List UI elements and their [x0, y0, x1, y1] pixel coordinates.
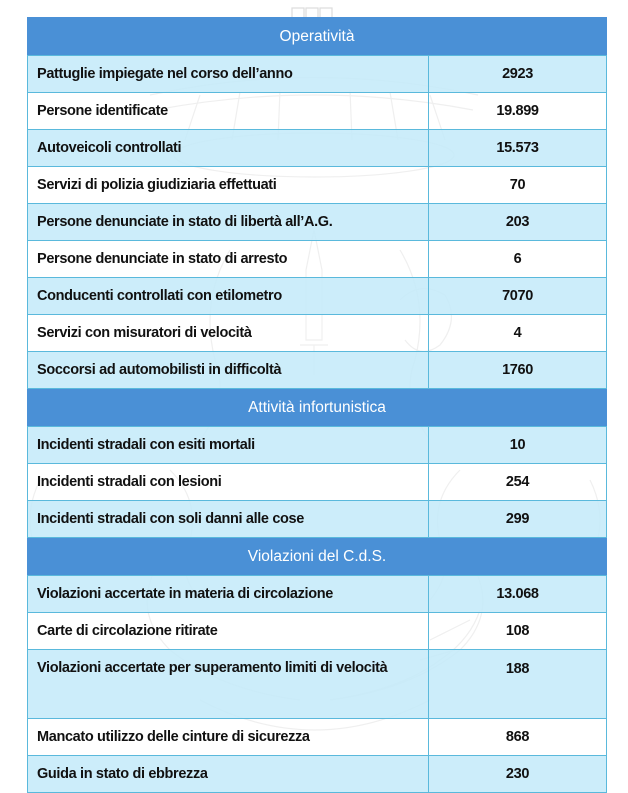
row-value: 254 — [429, 464, 607, 501]
row-label: Violazioni accertate per superamento limiti di velocità — [28, 650, 429, 719]
row-value: 230 — [429, 756, 607, 793]
statistics-table — [27, 17, 607, 793]
row-value: 10 — [429, 427, 607, 464]
row-label: Persone denunciate in stato di arresto — [28, 241, 429, 278]
row-value: 1760 — [429, 352, 607, 389]
row-label: Incidenti stradali con soli danni alle cose — [28, 501, 429, 538]
row-value: 299 — [429, 501, 607, 538]
row-label: Autoveicoli controllati — [28, 130, 429, 167]
section-header-operativita — [28, 18, 607, 56]
table-row — [28, 241, 607, 278]
row-label: Carte di circolazione ritirate — [28, 613, 429, 650]
table-row — [28, 278, 607, 315]
table-row — [28, 464, 607, 501]
row-label: Persone denunciate in stato di libertà all’A.G. — [28, 204, 429, 241]
row-value: 188 — [429, 650, 607, 719]
row-value: 7070 — [429, 278, 607, 315]
table-row — [28, 719, 607, 756]
table-row — [28, 650, 607, 719]
row-label: Guida in stato di ebbrezza — [28, 756, 429, 793]
section-title: Attività infortunistica — [28, 389, 607, 427]
row-value: 15.573 — [429, 130, 607, 167]
table-row — [28, 56, 607, 93]
section-title: Operatività — [28, 18, 607, 56]
row-label: Incidenti stradali con lesioni — [28, 464, 429, 501]
row-value: 13.068 — [429, 576, 607, 613]
section-header-attivita-infortunistica — [28, 389, 607, 427]
table-row — [28, 613, 607, 650]
table-row — [28, 130, 607, 167]
row-label: Persone identificate — [28, 93, 429, 130]
row-value: 2923 — [429, 56, 607, 93]
row-label: Conducenti controllati con etilometro — [28, 278, 429, 315]
row-value: 4 — [429, 315, 607, 352]
row-label: Servizi di polizia giudiziaria effettuati — [28, 167, 429, 204]
row-value: 868 — [429, 719, 607, 756]
row-label: Soccorsi ad automobilisti in difficoltà — [28, 352, 429, 389]
row-value: 19.899 — [429, 93, 607, 130]
section-title: Violazioni del C.d.S. — [28, 538, 607, 576]
table-row — [28, 204, 607, 241]
row-value: 203 — [429, 204, 607, 241]
table-row — [28, 167, 607, 204]
table-row — [28, 427, 607, 464]
row-value: 6 — [429, 241, 607, 278]
row-label: Violazioni accertate in materia di circolazione — [28, 576, 429, 613]
row-value: 108 — [429, 613, 607, 650]
table-row — [28, 352, 607, 389]
row-value: 70 — [429, 167, 607, 204]
row-label: Incidenti stradali con esiti mortali — [28, 427, 429, 464]
table-row — [28, 501, 607, 538]
row-label: Servizi con misuratori di velocità — [28, 315, 429, 352]
table-row — [28, 93, 607, 130]
table-row — [28, 576, 607, 613]
row-label: Mancato utilizzo delle cinture di sicurezza — [28, 719, 429, 756]
section-header-violazioni-cds — [28, 538, 607, 576]
row-label: Pattuglie impiegate nel corso dell’anno — [28, 56, 429, 93]
table-row — [28, 315, 607, 352]
